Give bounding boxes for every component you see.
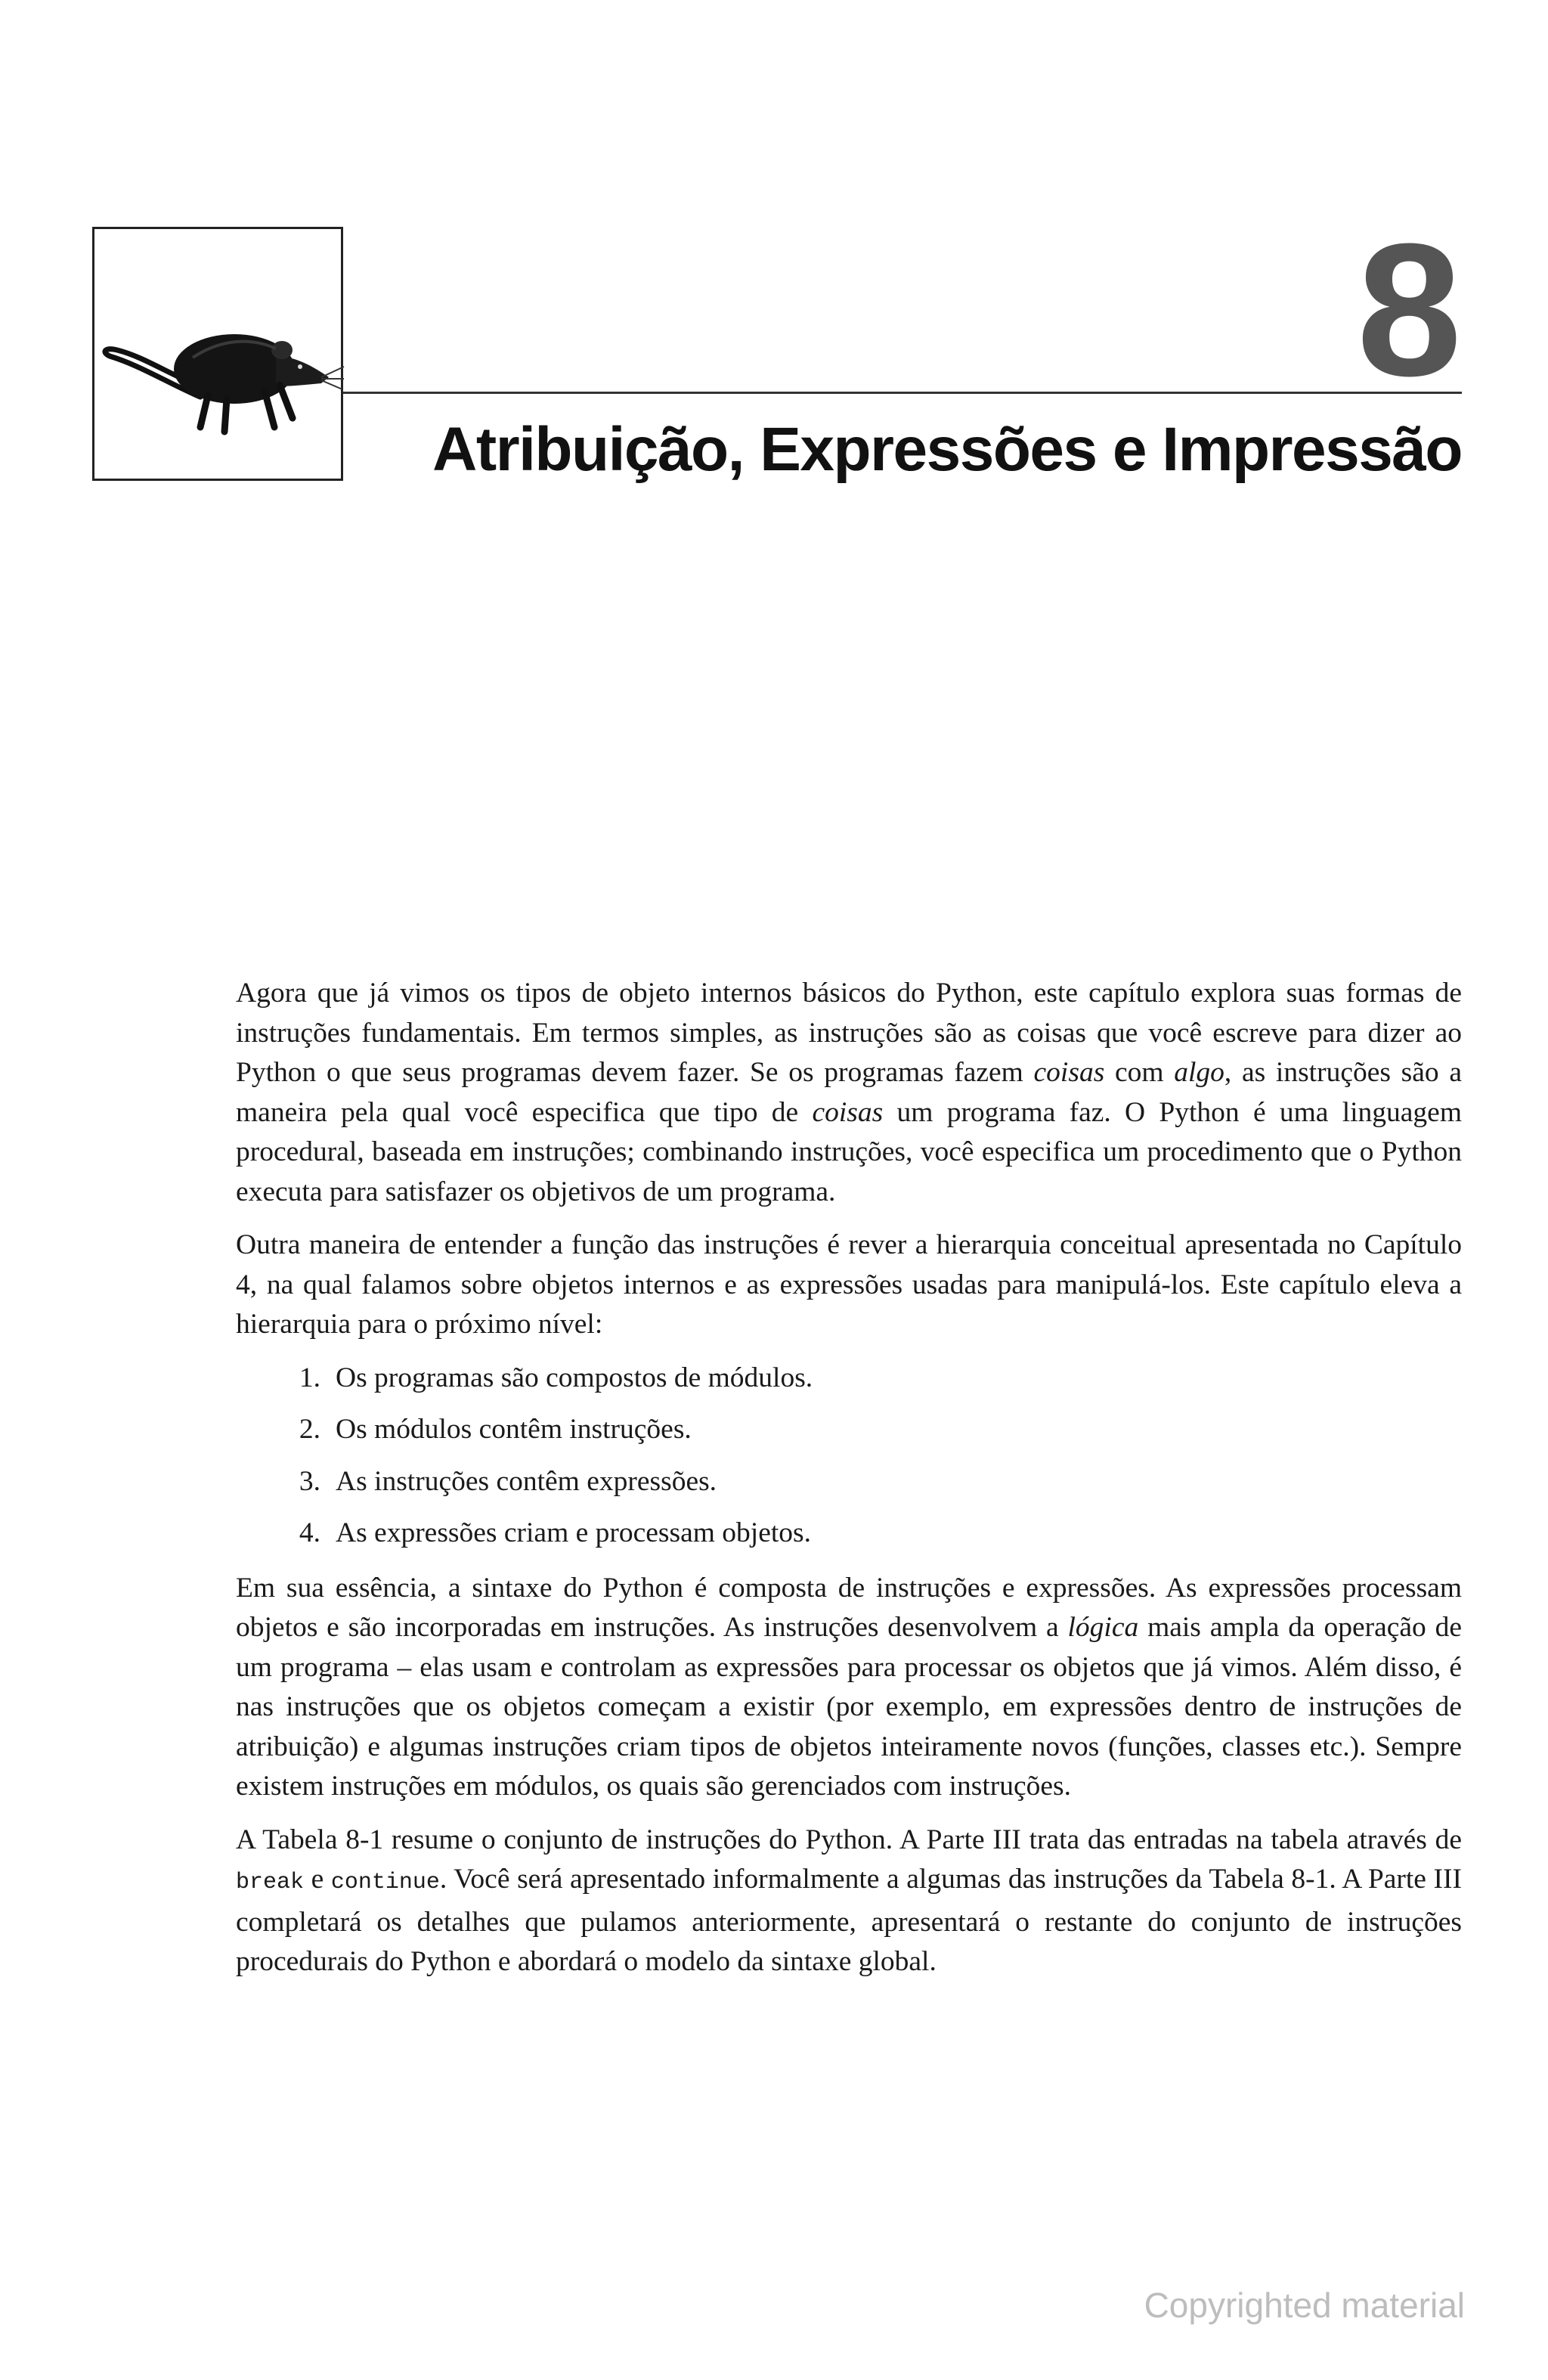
list-item: 4. As expressões criam e processam objetos. <box>299 1517 811 1548</box>
emphasis: algo <box>1174 1057 1224 1088</box>
watermark: Copyrighted material <box>1144 2285 1465 2325</box>
code-continue: continue <box>330 1870 440 1895</box>
paragraph-2: Outra maneira de entender a função das instruções é rever a hierarquia conceitual apresentada no Capítulo 4, na qual falamos sobre objetos internos e as expressões usadas para manipulá-los. Este capítulo eleva a hierarquia para o próximo nível: <box>236 1229 1462 1340</box>
paragraph-3: Em sua essência, a sintaxe do Python é composta de instruções e expressões. As expressões processam objetos e são incorporadas em instruções. As instruções desenvolvem a lógica mais ampla da operação de um programa – elas usam e controlam as expressões para processar os objetos que já vimos. Além disso, é nas instruções que os objetos começam a existir (por exemplo, em expressões dentro de instruções de atribuição) e algumas instruções criam tipos de objetos inteiramente novos (funções, classes etc.). Sempre existem instruções em módulos, os quais são gerenciados com instruções. <box>236 1572 1462 1802</box>
emphasis: coisas <box>1033 1057 1105 1088</box>
hierarchy-list <box>236 1359 1462 1554</box>
paragraph-1: Agora que já vimos os tipos de objeto internos básicos do Python, este capítulo explora suas formas de instruções fundamentais. Em termos simples, as instruções são as coisas que você escreve para dizer ao Python o que seus programas devem fazer. Se os programas fazem coisas com algo, as instruções são a maneira pela qual você especifica que tipo de coisas um programa faz. O Python é uma linguagem procedural, baseada em instruções; combinando instruções, você especifica um procedimento que o Python executa para satisfazer os objetivos de um programa. <box>236 978 1462 1207</box>
list-item: 3. As instruções contêm expressões. <box>299 1465 717 1497</box>
list-item: 2. Os módulos contêm instruções. <box>299 1414 692 1445</box>
chapter-title: Atribuição, Expressões e Impressão <box>432 415 1462 484</box>
chapter-number: 8 <box>1356 204 1462 415</box>
paragraph-4: A Tabela 8-1 resume o conjunto de instruções do Python. A Parte III trata das entradas na tabela através de break e continue. Você será apresentado informalmente a algumas das instruções da Tabela 8-1. A Parte III completará os detalhes que pulamos anteriormente, apresentará o restante do conjunto de instruções procedurais do Python e abordará o modelo da sintaxe global. <box>236 1824 1462 1977</box>
list-item: 1. Os programas são compostos de módulos. <box>299 1362 813 1393</box>
body-text <box>236 974 1462 1996</box>
emphasis: lógica <box>1067 1612 1139 1643</box>
code-break: break <box>236 1870 305 1895</box>
title-rule <box>343 392 1462 394</box>
emphasis: coisas <box>812 1096 884 1128</box>
rat-icon <box>94 229 345 483</box>
chapter-emblem <box>92 227 343 481</box>
